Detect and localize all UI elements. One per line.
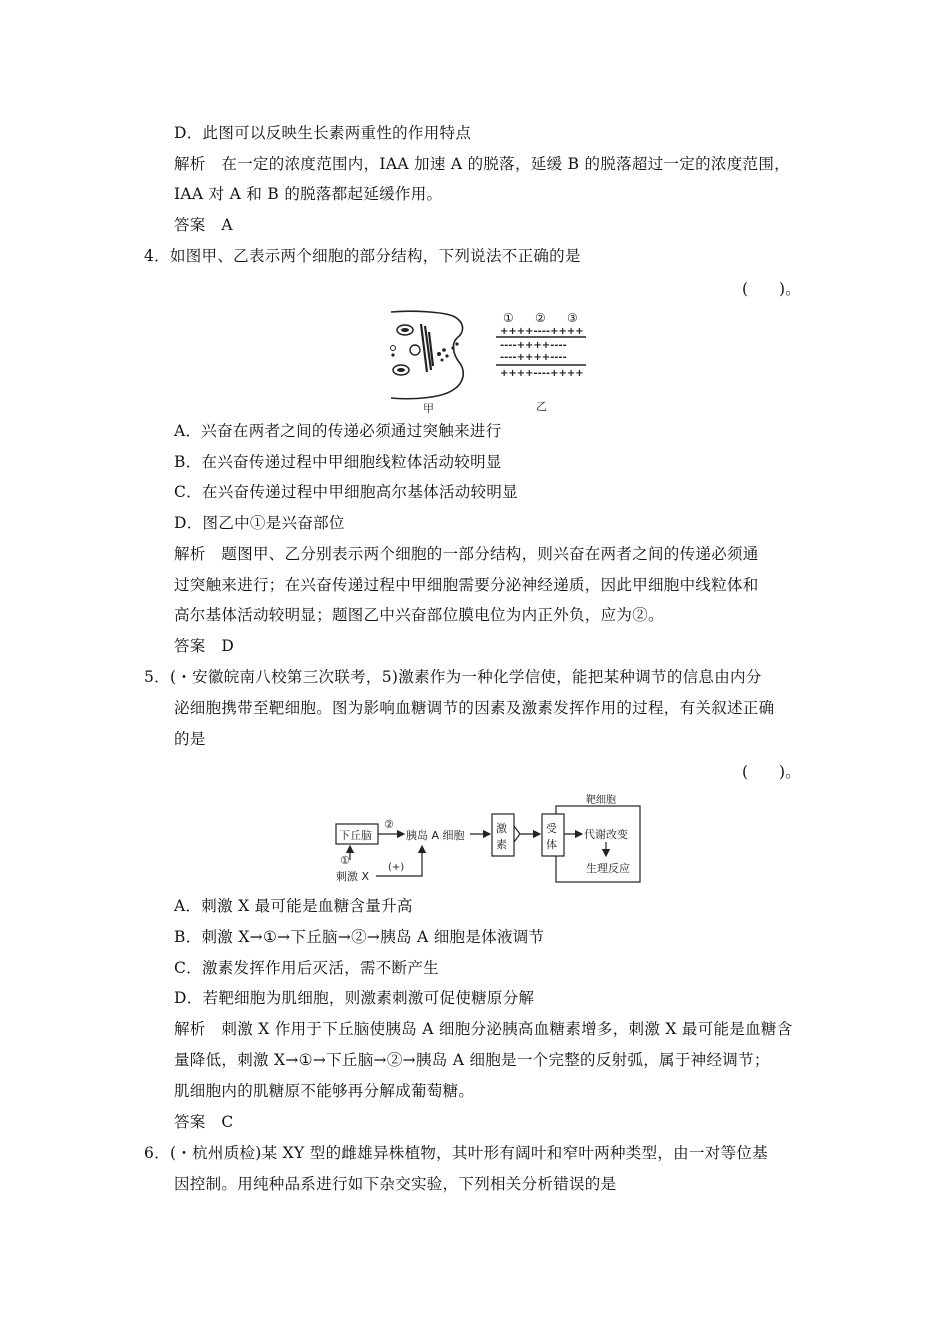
fig-label-jia: 甲	[423, 402, 434, 415]
q6-stem-line-1: 6．(・杭州质检)某 XY 型的雌雄异株植物，其叶形有阔叶和窄叶两种类型，由一对等位基	[144, 1144, 768, 1162]
q3-analysis-line-2: IAA 对 A 和 B 的脱落都起延缓作用。	[174, 185, 443, 203]
hypothalamus-label: 下丘脑	[339, 829, 372, 842]
q4-option-c: C．在兴奋传递过程中甲细胞高尔基体活动较明显	[174, 483, 518, 501]
q5-answer: 答案 C	[174, 1113, 234, 1131]
figure-yi	[490, 310, 590, 415]
target-cell-label: 靶细胞	[586, 795, 616, 806]
circle-2-label: ②	[384, 818, 394, 831]
q3-option-d: D．此图可以反映生长素两重性的作用特点	[174, 124, 472, 142]
metabolism-change-label: 代谢改变	[584, 828, 628, 841]
q5-option-d: D．若靶细胞为肌细胞，则激素刺激可促使糖原分解	[174, 989, 535, 1007]
q4-answer: 答案 D	[174, 637, 235, 655]
q4-answer-blank: ( )。	[742, 280, 801, 298]
yi-mark-2: ②	[535, 311, 546, 325]
yi-row-3: ----++++----	[500, 352, 567, 363]
islet-a-cell-label: 胰岛 A 细胞	[406, 829, 465, 842]
q4-option-a: A．兴奋在两者之间的传递必须通过突触来进行	[174, 422, 502, 440]
q4-analysis-line-3: 高尔基体活动较明显；题图乙中兴奋部位膜电位为内正外负，应为②。	[174, 606, 664, 624]
fig-label-yi: 乙	[536, 400, 547, 413]
q4-analysis-line-1: 解析 题图甲、乙分别表示两个细胞的一部分结构，则兴奋在两者之间的传递必须通	[174, 545, 759, 563]
hormone-char-1: 激	[496, 822, 507, 835]
figure-blood-sugar-diagram	[330, 790, 650, 890]
q4-option-b: B．在兴奋传递过程中甲细胞线粒体活动较明显	[174, 453, 502, 471]
yi-mark-3: ③	[567, 311, 578, 325]
q4-stem: 4．如图甲、乙表示两个细胞的部分结构，下列说法不正确的是	[144, 247, 581, 265]
q5-stem-line-3: 的是	[174, 730, 206, 748]
q4-option-d: D．图乙中①是兴奋部位	[174, 514, 345, 532]
hormone-char-2: 素	[496, 838, 507, 851]
figure-jia	[383, 310, 473, 415]
q5-stem-line-2: 泌细胞携带至靶细胞。图为影响血糖调节的因素及激素发挥作用的过程，有关叙述正确	[174, 699, 775, 717]
plus-label: (+)	[388, 862, 405, 873]
q5-option-a: A．刺激 X 最可能是血糖含量升高	[174, 897, 413, 915]
q4-analysis-line-2: 过突触来进行；在兴奋传递过程中甲细胞需要分泌神经递质，因此甲细胞中线粒体和	[174, 576, 759, 594]
q5-analysis-line-2: 量降低，刺激 X→①→下丘脑→②→胰岛 A 细胞是一个完整的反射弧，属于神经调节；	[174, 1051, 770, 1069]
q5-answer-blank: ( )。	[742, 763, 801, 781]
stimulus-x-label: 刺激 X	[336, 870, 370, 883]
yi-mark-1: ①	[503, 311, 514, 325]
yi-row-2: ----++++----	[500, 340, 567, 351]
q5-option-c: C．激素发挥作用后灭活，需不断产生	[174, 959, 439, 977]
circle-1-label: ①	[340, 854, 350, 867]
q5-stem-line-1: 5．(・安徽皖南八校第三次联考，5)激素作为一种化学信使，能把某种调节的信息由内分	[144, 668, 762, 686]
physio-response-label: 生理反应	[586, 862, 630, 875]
q6-stem-line-2: 因控制。用纯种品系进行如下杂交实验，下列相关分析错误的是	[174, 1175, 617, 1193]
q3-analysis-line-1: 解析 在一定的浓度范围内，IAA 加速 A 的脱落，延缓 B 的脱落超过一定的浓度范围，	[174, 155, 790, 173]
receptor-char-1: 受	[546, 822, 557, 835]
q5-analysis-line-3: 肌细胞内的肌糖原不能够再分解成葡萄糖。	[174, 1082, 475, 1100]
yi-row-1: ++++----++++	[500, 326, 584, 337]
q3-answer: 答案 A	[174, 216, 233, 234]
yi-row-4: ++++----++++	[500, 368, 584, 379]
q5-analysis-line-1: 解析 刺激 X 作用于下丘脑使胰岛 A 细胞分泌胰高血糖素增多，刺激 X 最可能是血糖含	[174, 1020, 793, 1038]
receptor-char-2: 体	[546, 838, 557, 851]
q5-option-b: B．刺激 X→①→下丘脑→②→胰岛 A 细胞是体液调节	[174, 928, 545, 946]
